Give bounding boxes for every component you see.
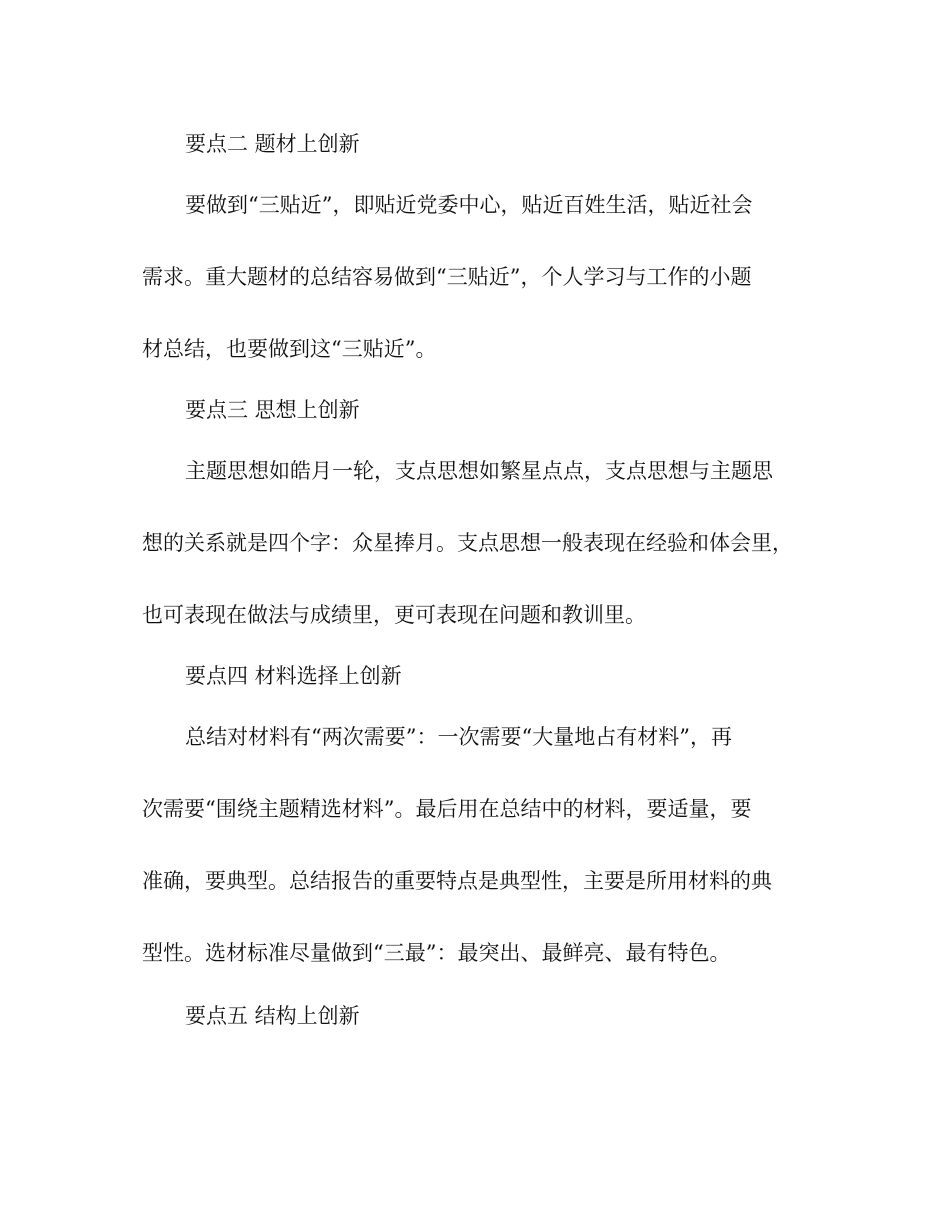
paragraph-line: 次需要“围绕主题精选材料”。最后用在总结中的材料，要适量，要 [142, 797, 752, 821]
paragraph-line: 材总结，也要做到这“三贴近”。 [142, 337, 437, 361]
heading-point-five: 要点五 结构上创新 [185, 1004, 360, 1028]
paragraph-line: 主题思想如皓月一轮，支点思想如繁星点点，支点思想与主题思 [185, 459, 773, 483]
paragraph-line: 也可表现在做法与成绩里，更可表现在问题和教训里。 [142, 603, 646, 627]
paragraph-line: 准确，要典型。总结报告的重要特点是典型性，主要是所用材料的典 [142, 869, 772, 893]
paragraph-line: 想的关系就是四个字：众星捧月。支点思想一般表现在经验和体会里， [142, 531, 793, 555]
paragraph-line: 总结对材料有“两次需要”：一次需要“大量地占有材料”，再 [185, 725, 732, 749]
heading-point-three: 要点三 思想上创新 [185, 398, 360, 422]
paragraph-line: 需求。重大题材的总结容易做到“三贴近”，个人学习与工作的小题 [142, 265, 752, 289]
heading-point-four: 要点四 材料选择上创新 [185, 664, 402, 688]
paragraph-line: 型性。选材标准尽量做到“三最”：最突出、最鲜亮、最有特色。 [142, 941, 731, 965]
paragraph-line: 要做到“三贴近”，即贴近党委中心，贴近百姓生活，贴近社会 [185, 193, 753, 217]
heading-point-two: 要点二 题材上创新 [185, 132, 360, 156]
